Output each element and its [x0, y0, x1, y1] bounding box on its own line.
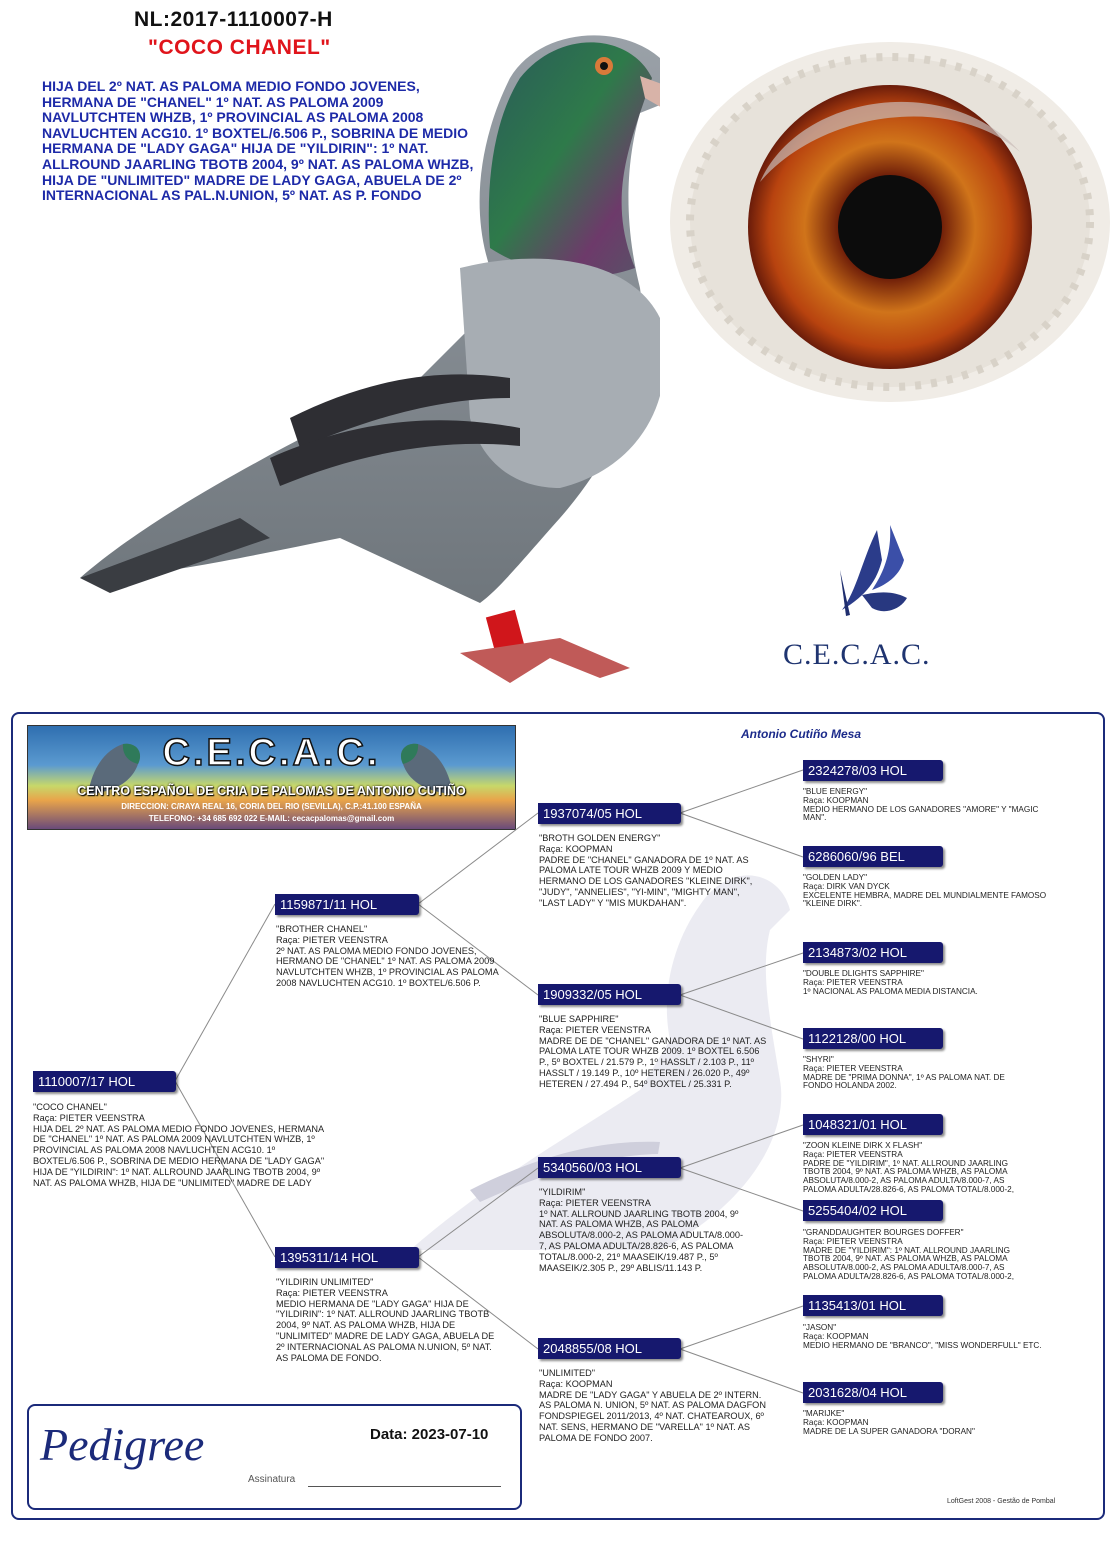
fm-ring-box[interactable]: 1909332/05 HOL: [538, 984, 681, 1005]
breed-label: Raça:: [803, 1417, 827, 1427]
ffm-notes: EXCELENTE HEMBRA, MADRE DEL MUNDIALMENTE FAMOSO "KLEINE DIRK".: [803, 890, 1047, 909]
ff-notes: PADRE DE "CHANEL" GANADORA DE 1º NAT. AS PALOMA LATE TOUR WHZB 2009 Y MEDIO HERMANO DE LOS GANADORES "KLEINE DIRK", "JUDY", "ANNELIES", "YI-MIN", "MIGHTY MAN", "LAST LADY" Y "MIS MUKDAHAN".: [539, 854, 753, 908]
breed-label: Raça:: [803, 1236, 827, 1246]
breed-label: Raça:: [276, 1287, 303, 1298]
fmf-ring-box[interactable]: 2134873/02 HOL: [803, 942, 943, 963]
breed-label: Raça:: [539, 1378, 566, 1389]
breed-label: Raça:: [803, 977, 827, 987]
pigeon-description: HIJA DEL 2º NAT. AS PALOMA MEDIO FONDO JOVENES, HERMANA DE "CHANEL" 1º NAT. AS PALOMA 2009 NAVLUTCHTEN WHZB, 1º PROVINCIAL AS PALOMA 2008 NAVLUCHTEN ACG10. 1º BOXTEL/6.506 P., SOBRINA DE MEDIO HERMANA DE "LADY GAGA" HIJA DE "YILDIRIN": 1º NAT. ALLROUND JAARLING TBOTB 2004, 9º NAT. AS PALOMA WHZB, HIJA DE "UNLIMITED" MADRE DE LADY GAGA, ABUELA DE 2º INTERNACIONAL AS PAL.N.UNION, 5º NAT. AS P. FONDO: [42, 78, 474, 204]
mmm-name: "MARIJKE": [803, 1409, 845, 1418]
mmm-info: [803, 1410, 1063, 1436]
father-notes: 2º NAT. AS PALOMA MEDIO FONDO JOVENES, HERMANO DE "CHANEL" 1º NAT. AS PALOMA 2009 NAVLUTCHTEN WHZB, 1º PROVINCIAL AS PALOMA 2008 NAVLUCHTEN ACG10. 1º BOXTEL/6.506 P.: [276, 945, 499, 988]
breed-label: Raça:: [33, 1112, 60, 1123]
subject-ring-box[interactable]: 1110007/17 HOL: [33, 1071, 176, 1092]
mother-breed: PIETER VEENSTRA: [302, 1287, 388, 1298]
fmm-info: [803, 1056, 1033, 1091]
subject-breed: PIETER VEENSTRA: [59, 1112, 145, 1123]
owner-name: Antonio Cutiño Mesa: [741, 727, 861, 741]
signature-line[interactable]: [308, 1486, 501, 1487]
fff-notes: MEDIO HERMANO DE LOS GANADORES "AMORE" Y "MAGIC MAN".: [803, 804, 1039, 823]
father-ring-box[interactable]: 1159871/11 HOL: [275, 894, 419, 915]
pigeon-name-title: "COCO CHANEL": [148, 36, 331, 59]
ffm-breed: DIRK VAN DYCK: [826, 881, 890, 891]
banner-title: C.E.C.A.C.: [162, 732, 381, 774]
fmm-ring-box[interactable]: 1122128/00 HOL: [803, 1028, 943, 1049]
pedigree-date: Data: 2023-07-10: [370, 1426, 489, 1443]
mother-name: "YILDIRIN UNLIMITED": [276, 1277, 374, 1287]
mmf-breed: KOOPMAN: [826, 1331, 869, 1341]
fff-info: [803, 788, 1063, 823]
subject-notes: HIJA DEL 2º NAT. AS PALOMA MEDIO FONDO JOVENES, HERMANA DE "CHANEL" 1º NAT. AS PALOMA 2009 NAVLUTCHTEN WHZB, 1º PROVINCIAL AS PALOMA 2008 NAVLUCHTEN ACG10. 1º BOXTEL/6.506 P., SOBRINA DE MEDIO HERMANA DE "LADY GAGA" HIJA DE "YILDIRIN": 1º NAT. ALLROUND JAARLING TBOTB 2004, 9º NAT. AS PALOMA WHZB, HIJA DE "UNLIMITED" MADRE DE LADY: [33, 1123, 325, 1188]
mother-notes: MEDIO HERMANA DE "LADY GAGA" HIJA DE "YILDIRIN": 1º NAT. ALLROUND JAARLING TBOTB 2004, 9º NAT. AS PALOMA WHZB, HIJA DE "UNLIMITED" MADRE DE LADY GAGA, ABUELA DE 2º INTERNACIONAL AS PALOMA N.UNION, 5º NAT. AS PALOMA DE FONDO.: [276, 1298, 495, 1363]
mff-ring-box[interactable]: 1048321/01 HOL: [803, 1114, 943, 1135]
fmf-breed: PIETER VEENSTRA: [826, 977, 903, 987]
fmm-name: "SHYRI": [803, 1055, 834, 1064]
breed-label: Raça:: [803, 881, 827, 891]
breed-label: Raça:: [803, 795, 827, 805]
mfm-breed: PIETER VEENSTRA: [826, 1236, 903, 1246]
mff-name: "ZOON KLEINE DIRK X FLASH": [803, 1141, 923, 1150]
breed-label: Raça:: [539, 1024, 566, 1035]
subject-name: "COCO CHANEL": [33, 1102, 107, 1112]
mff-breed: PIETER VEENSTRA: [826, 1149, 903, 1159]
ff-breed: KOOPMAN: [565, 843, 613, 854]
breed-label: Raça:: [539, 1197, 566, 1208]
fm-name: "BLUE SAPPHIRE": [539, 1014, 619, 1024]
fff-breed: KOOPMAN: [826, 795, 869, 805]
ff-info: [539, 833, 767, 909]
mother-info: [276, 1277, 501, 1363]
mm-info: [539, 1368, 767, 1444]
mfm-ring-box[interactable]: 5255404/02 HOL: [803, 1200, 943, 1221]
fm-info: [539, 1014, 767, 1090]
father-info: [276, 924, 501, 989]
mmf-ring-box[interactable]: 1135413/01 HOL: [803, 1295, 943, 1316]
mother-ring-box[interactable]: 1395311/14 HOL: [275, 1247, 419, 1268]
mf-ring-box[interactable]: 5340560/03 HOL: [538, 1157, 681, 1178]
mm-name: "UNLIMITED": [539, 1368, 596, 1378]
father-name: "BROTHER CHANEL": [276, 924, 368, 934]
breed-label: Raça:: [276, 934, 303, 945]
ffm-ring-box[interactable]: 6286060/96 BEL: [803, 846, 943, 867]
mmf-notes: MEDIO HERMANO DE "BRANCO", "MISS WONDERFULL" ETC.: [803, 1340, 1042, 1350]
banner-address: DIRECCION: C/RAYA REAL 16, CORIA DEL RIO (SEVILLA), C.P.:41.100 ESPAÑA: [121, 802, 422, 811]
breed-label: Raça:: [539, 843, 566, 854]
fff-ring-box[interactable]: 2324278/03 HOL: [803, 760, 943, 781]
fmm-breed: PIETER VEENSTRA: [826, 1063, 903, 1073]
mm-notes: MADRE DE "LADY GAGA" Y ABUELA DE 2º INTERN. AS PALOMA N. UNION, 5º NAT. AS PALOMA DAGFON FONDSPIEGEL 2011/2013, 4º NAT. CHATEAROUX, 6º NAT. SENS, HERMANO DE "VARELLA" 1º NAT. AS PALOMA DE FONDO 2007.: [539, 1389, 766, 1443]
mmm-breed: KOOPMAN: [826, 1417, 869, 1427]
mf-notes: 1º NAT. ALLROUND JAARLING TBOTB 2004, 9º NAT. AS PALOMA WHZB, AS PALOMA ABSOLUTA/8.000-2, AS PALOMA ADULTA/8.000-7, AS PALOMA ADULTA/28.826-6, AS PALOMA TOTAL/8.000-2, 21º MAASEIK/19.487 P., 5º MAASEIK/2.305 P., 29º ABLIS/11.143 P.: [539, 1208, 744, 1273]
fff-name: "BLUE ENERGY": [803, 787, 868, 796]
mmf-info: [803, 1324, 1063, 1350]
breed-label: Raça:: [803, 1149, 827, 1159]
mf-name: "YILDIRIM": [539, 1187, 586, 1197]
software-credit: LoftGest 2008 - Gestão de Pombal: [947, 1498, 1056, 1505]
ffm-info: [803, 874, 1063, 909]
father-breed: PIETER VEENSTRA: [302, 934, 388, 945]
fmm-notes: MADRE DE "PRIMA DONNA", 1º AS PALOMA NAT. DE FONDO HOLANDA 2002.: [803, 1072, 1005, 1091]
mff-info: [803, 1142, 1035, 1195]
mf-info: [539, 1187, 749, 1273]
mf-breed: PIETER VEENSTRA: [565, 1197, 651, 1208]
mff-notes: PADRE DE "YILDIRIM", 1º NAT. ALLROUND JAARLING TBOTB 2004, 9º NAT. AS PALOMA WHZB, AS PALOMA ABSOLUTA/8.000-2, AS PALOMA ADULTA/8.000-7, AS PALOMA ADULTA/28.826-6, AS PALOMA TOTAL/8.000-2,: [803, 1158, 1015, 1194]
ff-name: "BROTH GOLDEN ENERGY": [539, 833, 661, 843]
ffm-name: "GOLDEN LADY": [803, 873, 868, 882]
mfm-name: "GRANDDAUGHTER BOURGES DOFFER": [803, 1228, 964, 1237]
ff-ring-box[interactable]: 1937074/05 HOL: [538, 803, 681, 824]
mmm-notes: MADRE DE LA SUPER GANADORA "DORAN": [803, 1426, 975, 1436]
breed-label: Raça:: [803, 1331, 827, 1341]
fmf-notes: 1º NACIONAL AS PALOMA MEDIA DISTANCIA.: [803, 986, 978, 996]
fm-breed: PIETER VEENSTRA: [565, 1024, 651, 1035]
subject-info: [33, 1102, 333, 1188]
fm-notes: MADRE DE DE "CHANEL" GANADORA DE 1º NAT. AS PALOMA LATE TOUR WHZB 2009. 1º BOXTEL 6.506 P., 5º BOXTEL / 21.579 P., 1º HASSLT / 2.103 P., 11º HASSLT / 19.149 P., 10º HETEREN / 26.020 P., 49º HETEREN / 27.494 P., 54º BOXTEL / 25.331 P.: [539, 1035, 767, 1089]
ring-number-title: NL:2017-1110007-H: [134, 8, 333, 31]
pedigree-script-title: Pedigree: [40, 1419, 205, 1470]
mmm-ring-box[interactable]: 2031628/04 HOL: [803, 1382, 943, 1403]
cecac-logo-text: C.E.C.A.C.: [783, 638, 931, 671]
signature-label: Assinatura: [248, 1474, 296, 1485]
banner-subtitle: CENTRO ESPAÑOL DE CRIA DE PALOMAS DE ANTONIO CUTIÑO: [77, 784, 466, 798]
fmf-info: [803, 970, 1063, 996]
fmf-name: "DOUBLE DLIGHTS SAPPHIRE": [803, 969, 924, 978]
mfm-notes: MADRE DE "YILDIRIM": 1º NAT. ALLROUND JAARLING TBOTB 2004, 9º NAT. AS PALOMA WHZB, AS PALOMA ABSOLUTA/8.000-2, AS PALOMA ADULTA/8.000-7, AS PALOMA ADULTA/28.826-6, AS PALOMA TOTAL/8.000-2,: [803, 1245, 1015, 1281]
breed-label: Raça:: [803, 1063, 827, 1073]
mm-ring-box[interactable]: 2048855/08 HOL: [538, 1338, 681, 1359]
mfm-info: [803, 1229, 1035, 1282]
banner-phone: TELEFONO: +34 685 692 022 E-MAIL: cecacpalomas@gmail.com: [148, 814, 395, 823]
mm-breed: KOOPMAN: [565, 1378, 613, 1389]
mmf-name: "JASON": [803, 1323, 837, 1332]
